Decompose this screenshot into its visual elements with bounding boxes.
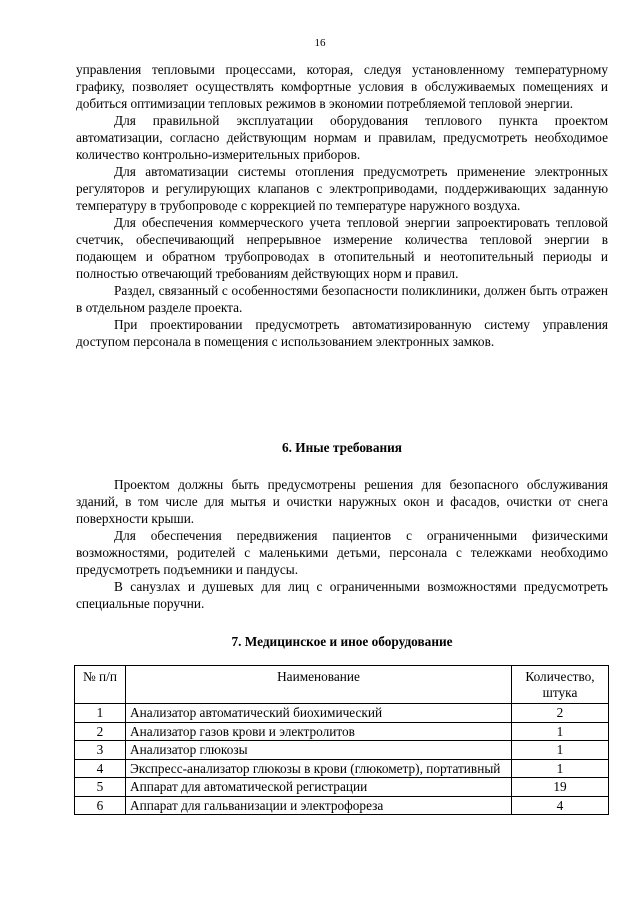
row-name: Анализатор глюкозы	[126, 741, 512, 760]
table-row	[75, 759, 609, 778]
body-text	[76, 61, 608, 350]
row-name: Экспресс-анализатор глюкозы в крови (глюкометр), портативный	[126, 759, 512, 778]
paragraph: Для обеспечения передвижения пациентов с ограниченными физическими возможностями, родителей с маленькими детьми, персонала с тележками необходимо предусмотреть подъемники и пандусы.	[76, 528, 608, 577]
table-row	[75, 704, 609, 723]
page-number: 16	[314, 37, 326, 49]
row-name: Анализатор автоматический биохимический	[126, 704, 512, 723]
table-header-row	[75, 666, 609, 704]
header-quantity: Количество, штука	[512, 666, 609, 704]
row-quantity: 1	[512, 759, 609, 778]
row-quantity: 2	[512, 704, 609, 723]
paragraph: Для автоматизации системы отопления предусмотреть применение электронных регуляторов и регулирующих клапанов с электроприводами, поддерживающих заданную температуру в трубопроводе с коррекцией по температуре наружного воздуха.	[76, 164, 608, 213]
paragraph: Раздел, связанный с особенностями безопасности поликлиники, должен быть отражен в отдельном разделе проекта.	[76, 283, 608, 315]
paragraph: Для обеспечения коммерческого учета тепловой энергии запроектировать тепловой счетчик, обеспечивающий непрерывное измерение количества тепловой энергии в подающем и обратном трубопроводах в отопительный и неотопительный периоды и полностью отвечающий требованиям действующих норм и правил.	[76, 215, 608, 281]
row-quantity: 1	[512, 741, 609, 760]
section-heading-7: 7. Медицинское и иное оборудование	[231, 634, 453, 649]
row-number: 6	[75, 796, 126, 815]
row-number: 5	[75, 778, 126, 797]
row-number: 2	[75, 722, 126, 741]
table-row	[75, 778, 609, 797]
paragraph: Проектом должны быть предусмотрены решения для безопасного обслуживания зданий, в том числе для мытья и очистки наружных окон и фасадов, очистки от снега поверхности крыши.	[76, 477, 608, 526]
row-quantity: 19	[512, 778, 609, 797]
paragraph: При проектировании предусмотреть автоматизированную систему управления доступом персонала в помещения с использованием электронных замков.	[76, 317, 608, 349]
header-name: Наименование	[126, 666, 512, 704]
row-number: 1	[75, 704, 126, 723]
paragraph: Для правильной эксплуатации оборудования теплового пункта проектом автоматизации, согласно действующим нормам и правилам, предусмотреть необходимое количество контрольно-измерительных приборов.	[76, 113, 608, 162]
row-name: Аппарат для гальванизации и электрофореза	[126, 796, 512, 815]
row-name: Аппарат для автоматической регистрации	[126, 778, 512, 797]
row-quantity: 1	[512, 722, 609, 741]
table-row	[75, 796, 609, 815]
section-6-body	[76, 476, 608, 612]
equipment-table	[74, 665, 609, 815]
row-number: 4	[75, 759, 126, 778]
row-name: Анализатор газов крови и электролитов	[126, 722, 512, 741]
paragraph: В санузлах и душевых для лиц с ограниченными возможностями предусмотреть специальные поручни.	[76, 579, 608, 611]
section-heading-6: 6. Иные требования	[281, 440, 403, 455]
paragraph: управления тепловыми процессами, которая, следуя установленному температурному графику, позволяет осуществлять комфортные условия в обслуживаемых помещениях и добиться оптимизации тепловых режимов в экономии потребляемой тепловой энергии.	[76, 62, 608, 111]
table-row	[75, 741, 609, 760]
table-row	[75, 722, 609, 741]
row-quantity: 4	[512, 796, 609, 815]
header-number: № п/п	[75, 666, 126, 704]
row-number: 3	[75, 741, 126, 760]
